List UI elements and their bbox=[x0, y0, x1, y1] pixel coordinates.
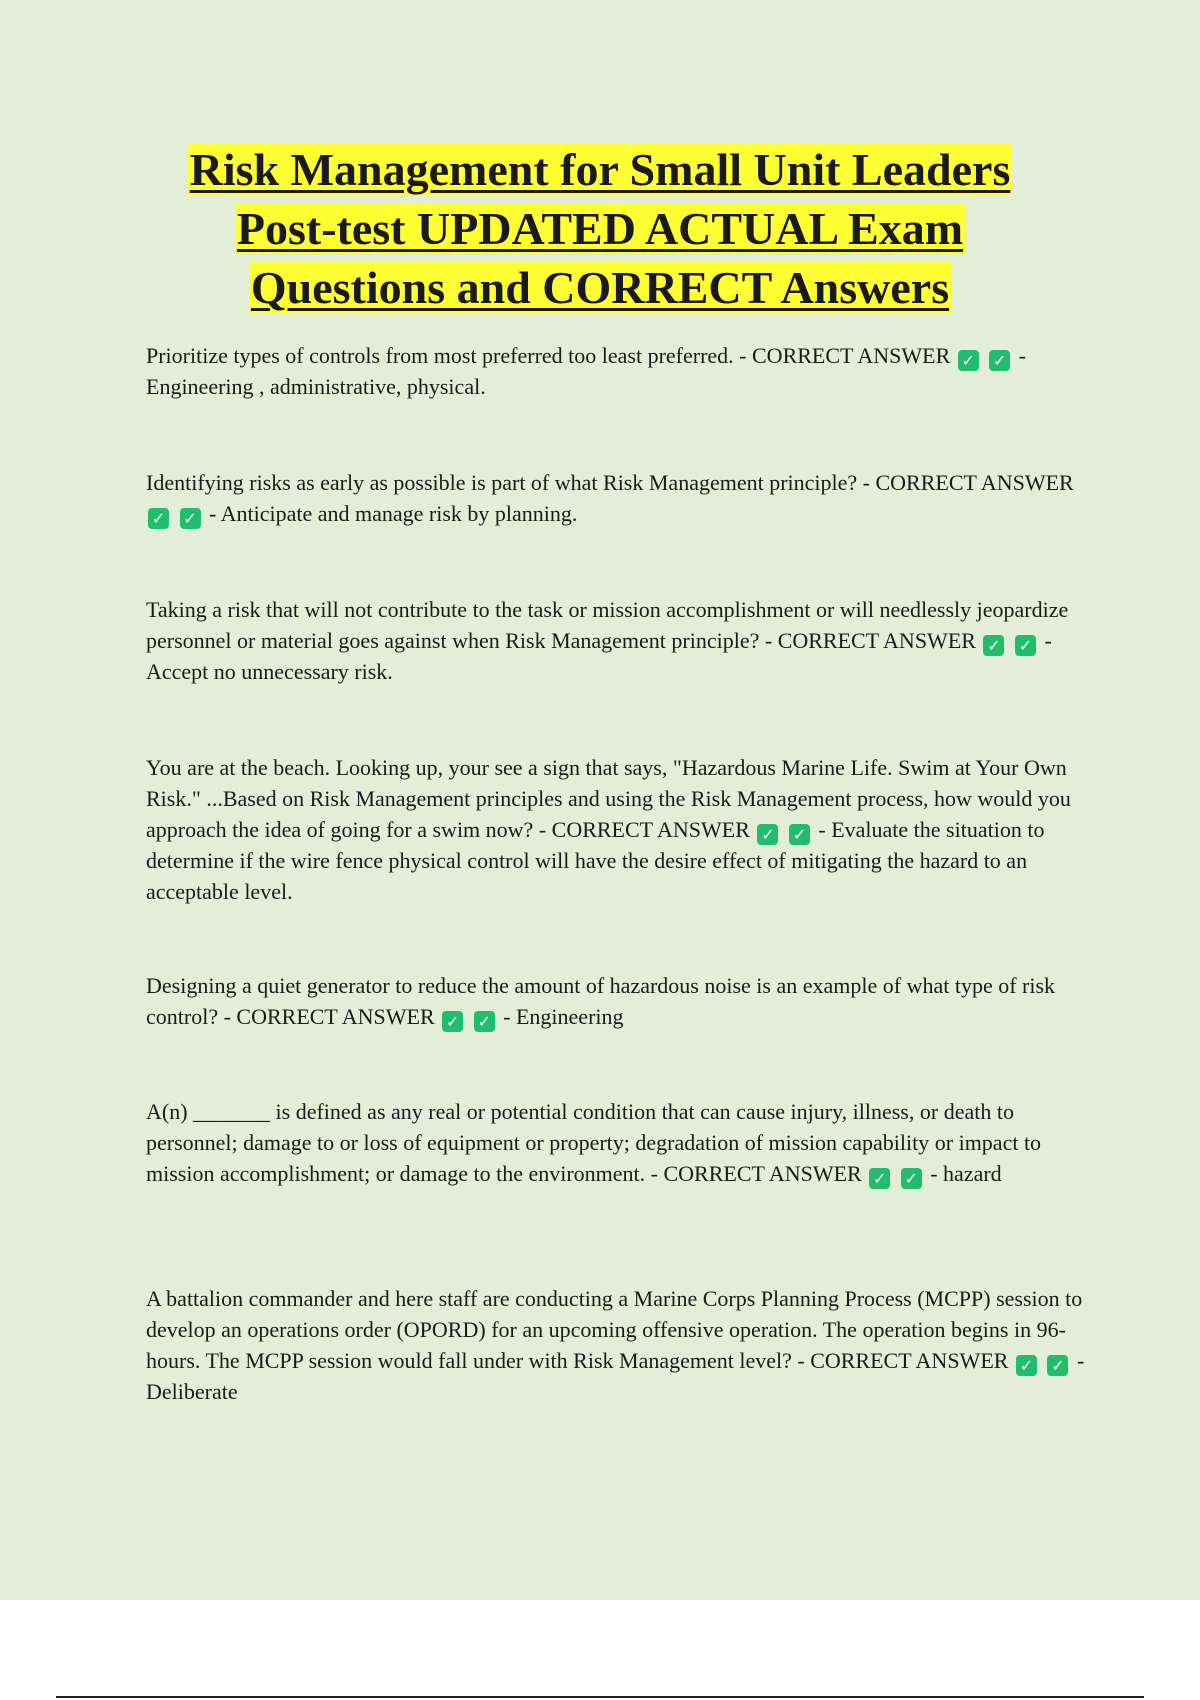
check-mark-icon: ✓ bbox=[1015, 635, 1036, 656]
check-mark-icon: ✓ bbox=[869, 1168, 890, 1189]
qa-item-6 bbox=[146, 1096, 1086, 1189]
check-mark-icon: ✓ bbox=[1047, 1355, 1068, 1376]
qa-item-3 bbox=[146, 594, 1086, 687]
qa-item-7 bbox=[146, 1283, 1086, 1407]
answer-text: - Evaluate the situation to determine if the wire fence physical control will have the desire effect of mitigating the hazard to an acceptable level. bbox=[146, 817, 1045, 904]
check-mark-icon: ✓ bbox=[757, 824, 778, 845]
qa-item-1 bbox=[146, 340, 1086, 402]
question-text: A(n) _______ is defined as any real or potential condition that can cause injury, illness, or death to personnel; damage to or loss of equipment or property; degradation of mission capability or impact to mission accomplishment; or damage to the environment. - CORRECT ANSWER bbox=[146, 1099, 1042, 1186]
qa-item-4 bbox=[146, 752, 1086, 907]
page-divider bbox=[56, 1696, 1144, 1698]
check-mark-icon: ✓ bbox=[180, 508, 201, 529]
question-text: Identifying risks as early as possible is part of what Risk Management principle? - CORRECT ANSWER bbox=[146, 470, 1074, 495]
check-mark-icon: ✓ bbox=[442, 1011, 463, 1032]
check-mark-icon: ✓ bbox=[474, 1011, 495, 1032]
question-text: You are at the beach. Looking up, your see a sign that says, "Hazardous Marine Life. Swim at Your Own Risk." ...Based on Risk Management principles and using the Risk Management process, how would you approach the idea of going for a swim now? - CORRECT ANSWER bbox=[146, 755, 1071, 842]
check-mark-icon: ✓ bbox=[1016, 1355, 1037, 1376]
qa-item-5 bbox=[146, 970, 1086, 1032]
answer-text: - Deliberate bbox=[146, 1348, 1085, 1404]
check-mark-icon: ✓ bbox=[789, 824, 810, 845]
answer-text: - Anticipate and manage risk by planning. bbox=[209, 501, 578, 526]
question-text: A battalion commander and here staff are conducting a Marine Corps Planning Process (MCPP) session to develop an operations order (OPORD) for an upcoming offensive operation. The operation begins in 96-hours. The MCPP session would fall under with Risk Management level? - CORRECT ANSWER bbox=[146, 1286, 1083, 1373]
question-text: Designing a quiet generator to reduce the amount of hazardous noise is an example of what type of risk control? - CORRECT ANSWER bbox=[146, 973, 1056, 1029]
answer-text: - Accept no unnecessary risk. bbox=[146, 628, 1052, 684]
title-line-3: Questions and CORRECT Answers bbox=[250, 262, 950, 313]
qa-item-2 bbox=[146, 467, 1086, 529]
check-mark-icon: ✓ bbox=[148, 508, 169, 529]
check-mark-icon: ✓ bbox=[983, 635, 1004, 656]
title-line-1: Risk Management for Small Unit Leaders bbox=[189, 144, 1011, 195]
question-text: Prioritize types of controls from most preferred too least preferred. - CORRECT ANSWER bbox=[146, 343, 951, 368]
answer-text: - hazard bbox=[930, 1161, 1002, 1186]
question-text: Taking a risk that will not contribute to the task or mission accomplishment or will needlessly jeopardize personnel or material goes against when Risk Management principle? - CORRECT ANSWER bbox=[146, 597, 1069, 653]
answer-text: - Engineering , administrative, physical. bbox=[146, 343, 1027, 399]
check-mark-icon: ✓ bbox=[989, 350, 1010, 371]
answer-text: - Engineering bbox=[503, 1004, 624, 1029]
check-mark-icon: ✓ bbox=[958, 350, 979, 371]
check-mark-icon: ✓ bbox=[901, 1168, 922, 1189]
title-line-2: Post-test UPDATED ACTUAL Exam bbox=[236, 203, 964, 254]
document-title bbox=[0, 140, 1200, 317]
